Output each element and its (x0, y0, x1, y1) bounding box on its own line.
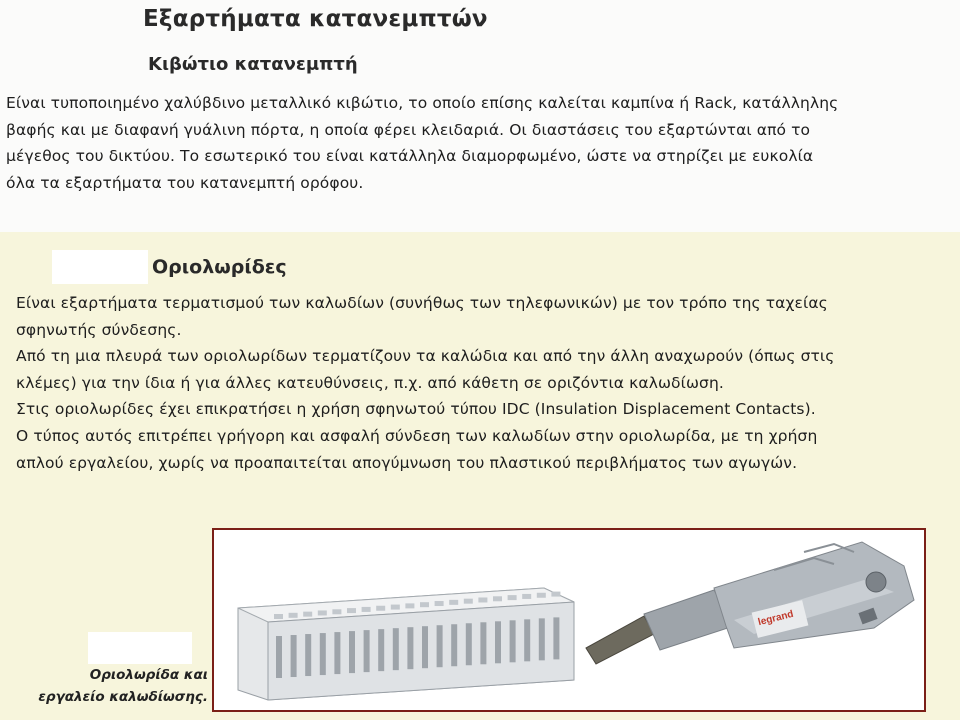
strip-slot (320, 633, 326, 675)
strip-contact (332, 609, 341, 614)
terminal-strips-paragraph (16, 290, 951, 476)
paragraph-line: μέγεθος του δικτύου. Το εσωτερικό του είναι κατάλληλα διαμορφωμένο, ώστε να στηρίζει με ευκολία (6, 147, 814, 165)
strip-contact (449, 600, 458, 605)
strip-contact (508, 595, 517, 600)
strip-slot (553, 617, 559, 659)
strip-slot (495, 621, 501, 663)
strip-slot (334, 632, 340, 674)
cabinet-paragraph (6, 90, 946, 196)
blank-patch (88, 632, 192, 664)
strip-contact (376, 606, 385, 611)
strip-contact (347, 608, 356, 613)
strip-contact (522, 594, 531, 599)
figure-caption (8, 664, 208, 708)
paragraph-line: Είναι εξαρτήματα τερματισμού των καλωδίων (συνήθως των τηλεφωνικών) με τον τρόπο της ταχείας (16, 294, 828, 312)
terminal-strips-heading: Οριολωρίδες (152, 256, 287, 278)
strip-slot (510, 620, 516, 662)
tool-brand-label: legrand (756, 608, 795, 629)
strip-contact (537, 593, 546, 598)
paragraph-line: βαφής και με διαφανή γυάλινη πόρτα, η οποία φέρει κλειδαριά. Οι διαστάσεις του εξαρτώνται από το (6, 120, 811, 139)
paragraph-line: σφηνωτής σύνδεσης. (16, 320, 182, 339)
strip-contact (551, 592, 560, 597)
blank-patch (52, 250, 148, 284)
strip-slot (422, 626, 428, 668)
strip-contact (435, 601, 444, 606)
caption-line: Οριολωρίδα και (89, 667, 208, 683)
paragraph-line: απλού εργαλείου, χωρίς να προαπαιτείται απογύμνωση του πλαστικού περιβλήματος των αγωγών. (16, 453, 798, 472)
paragraph-line: Στις οριολωρίδες έχει επικρατήσει η χρήση σφηνωτού τύπου IDC (Insulation Displacement Contacts). (16, 400, 816, 419)
terminal-strip-block (238, 588, 574, 700)
paragraph-line: κλέμες) για την ίδια ή για άλλες κατευθύνσεις, π.χ. από κάθετη σε οριζόντια καλωδίωση. (16, 373, 724, 392)
punch-down-tool (586, 542, 914, 664)
strip-slot (480, 622, 486, 664)
strip-contact (405, 603, 414, 608)
strip-contact (303, 612, 312, 617)
strip-slot (466, 623, 472, 665)
strip-slot (451, 624, 457, 666)
strip-contact (391, 605, 400, 610)
caption-line: εργαλείο καλωδίωσης. (38, 689, 208, 705)
strip-slot (364, 630, 370, 672)
strip-contact (420, 602, 429, 607)
strip-slot (393, 628, 399, 670)
paragraph-line: Από τη μια πλευρά των οριολωρίδων τερματίζουν τα καλώδια και από την άλλη αναχωρούν (όπως στις (16, 347, 835, 366)
strip-slot (407, 627, 413, 669)
strip-contact (478, 597, 487, 602)
strip-contact (318, 610, 327, 615)
strip-slot (291, 635, 297, 677)
paragraph-line: Ο τύπος αυτός επιτρέπει γρήγορη και ασφαλή σύνδεση των καλωδίων στην οριολωρίδα, με τη χρήση (16, 426, 818, 445)
strip-contact (362, 607, 371, 612)
strip-contact (289, 613, 298, 618)
strip-slot (305, 634, 311, 676)
strip-contact (464, 599, 473, 604)
figure-photo-frame (212, 528, 926, 712)
strip-slot (539, 618, 545, 660)
strip-slot (524, 619, 530, 661)
cabinet-heading: Κιβώτιο κατανεμπτή (148, 54, 358, 75)
strip-contact (274, 614, 283, 619)
page-title: Εξαρτήματα κατανεμπτών (143, 6, 488, 32)
strip-slot (349, 631, 355, 673)
paragraph-line: όλα τα εξαρτήματα του κατανεμπτή ορόφου. (6, 173, 364, 192)
terminal-strip-and-tool-illustration (214, 530, 924, 710)
strip-slot (378, 629, 384, 671)
strip-slot (276, 636, 282, 678)
strip-contact (493, 596, 502, 601)
strip-slot (437, 625, 443, 667)
paragraph-line: Είναι τυποποιημένο χαλύβδινο μεταλλικό κιβώτιο, το οποίο επίσης καλείται καμπίνα ή Rack, κατάλληλης (6, 94, 839, 112)
